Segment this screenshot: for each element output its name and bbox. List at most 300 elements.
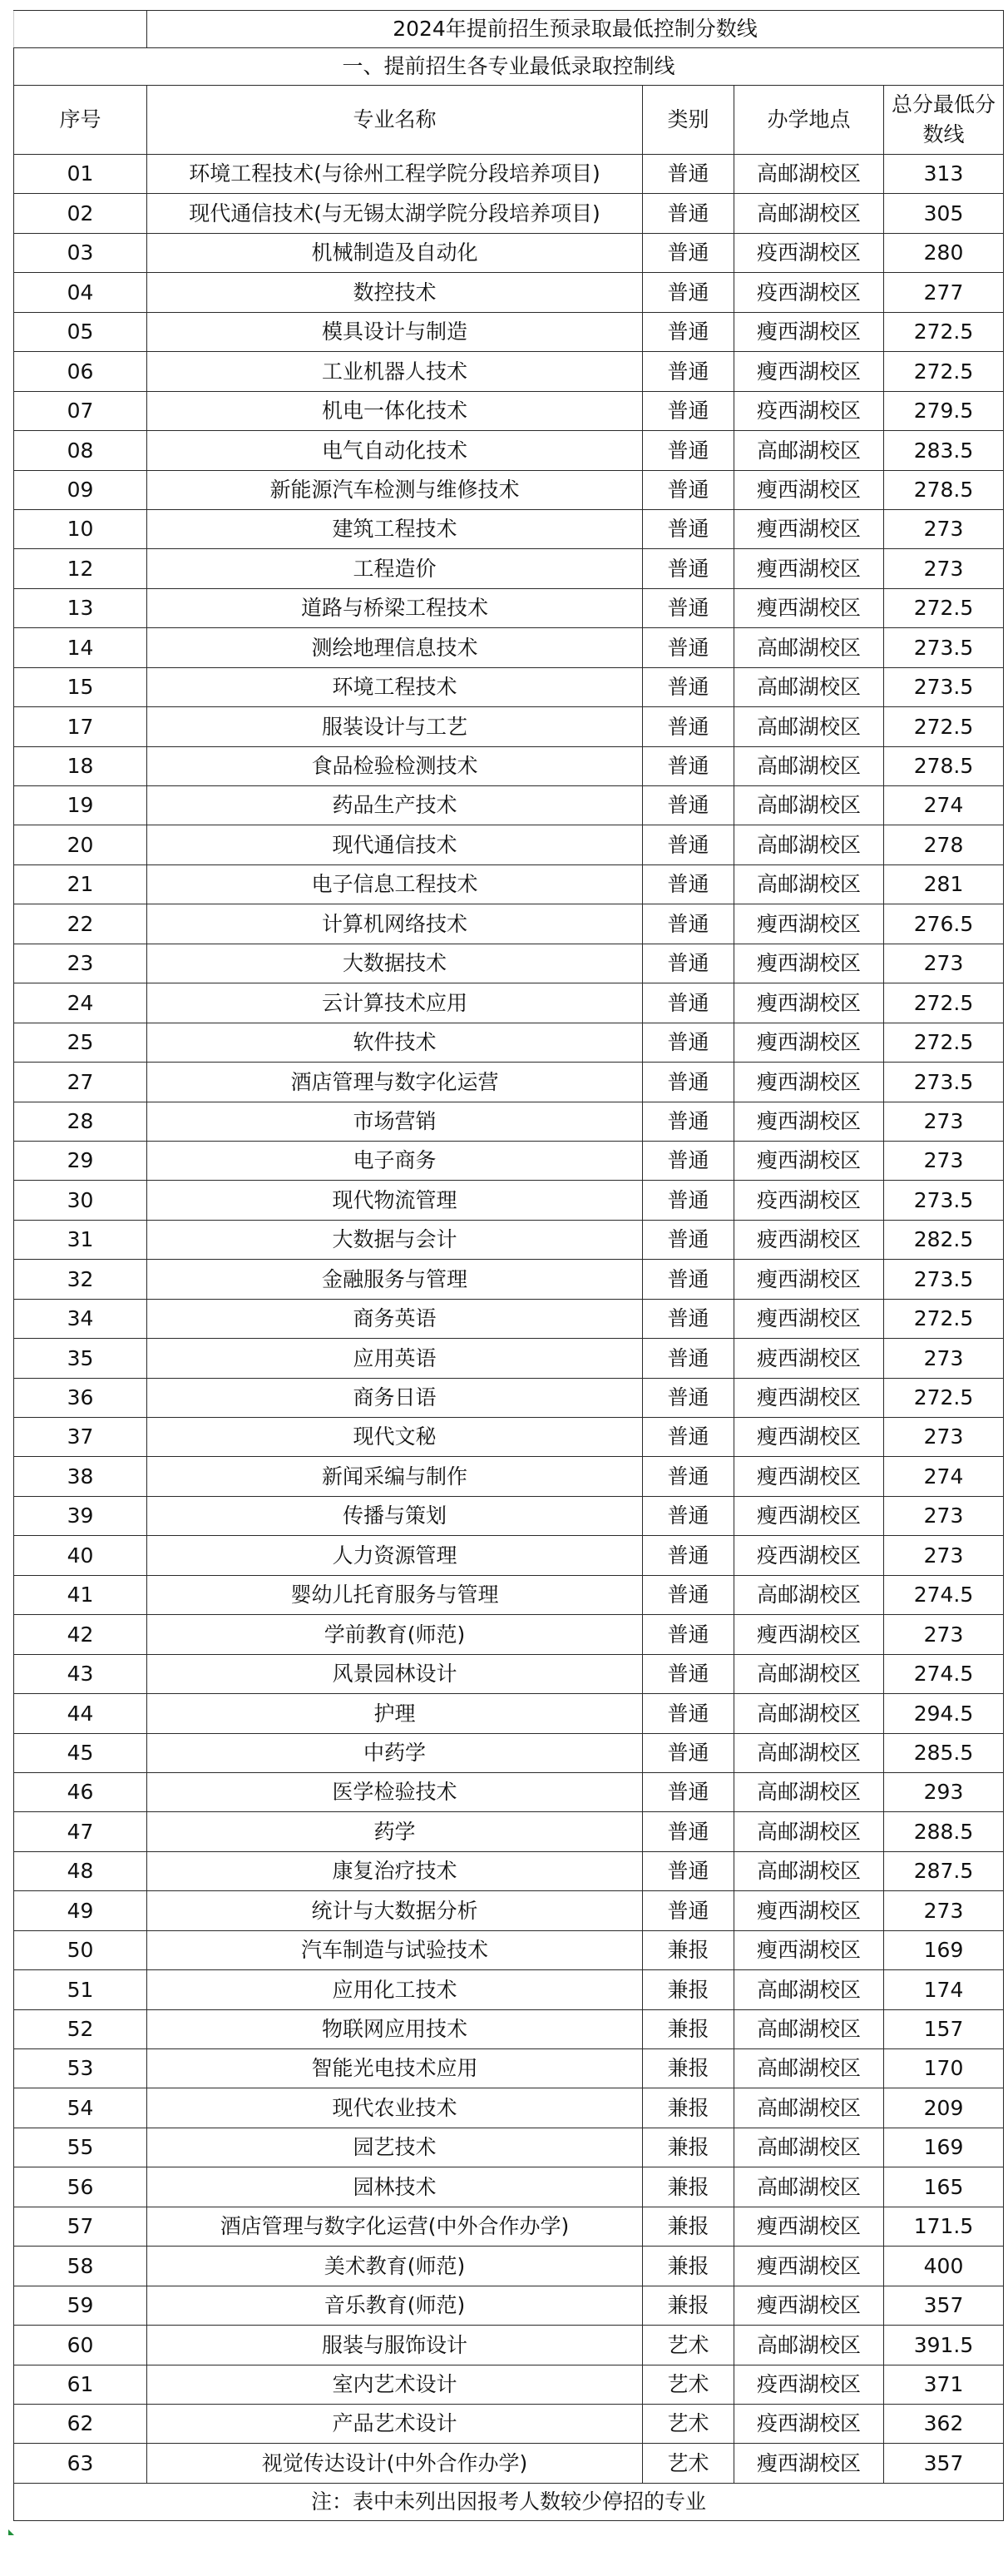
cell-score: 272.5 <box>884 588 1004 627</box>
cell-campus: 瘦西湖校区 <box>734 1378 884 1417</box>
table-row <box>14 786 1004 825</box>
table-row <box>14 628 1004 667</box>
cell-index: 41 <box>14 1575 147 1614</box>
cell-category: 普通 <box>643 1694 734 1733</box>
cell-major: 测绘地理信息技术 <box>147 628 643 667</box>
cell-category: 普通 <box>643 1891 734 1930</box>
cell-major: 数控技术 <box>147 273 643 312</box>
cell-major: 电子信息工程技术 <box>147 864 643 904</box>
cell-campus: 高邮湖校区 <box>734 707 884 746</box>
page-title: 2024年提前招生预录取最低控制分数线 <box>147 11 1004 48</box>
cell-major: 环境工程技术(与徐州工程学院分段培养项目) <box>147 155 643 194</box>
cell-index: 29 <box>14 1141 147 1180</box>
table-row <box>14 2326 1004 2365</box>
cell-index: 35 <box>14 1339 147 1378</box>
score-sheet <box>13 10 1003 2521</box>
table-row <box>14 983 1004 1023</box>
table-row <box>14 1772 1004 1811</box>
cell-category: 普通 <box>643 233 734 272</box>
cell-category: 普通 <box>643 1654 734 1693</box>
cell-major: 应用英语 <box>147 1339 643 1378</box>
table-row <box>14 1930 1004 1969</box>
cell-category: 普通 <box>643 1536 734 1575</box>
cell-major: 金融服务与管理 <box>147 1260 643 1299</box>
cell-campus: 瘦西湖校区 <box>734 312 884 351</box>
cell-major: 机械制造及自动化 <box>147 233 643 272</box>
cell-category: 兼报 <box>643 2049 734 2088</box>
header-row <box>14 86 1004 155</box>
cell-major: 护理 <box>147 1694 643 1733</box>
cell-campus: 瘦西湖校区 <box>734 1418 884 1457</box>
cell-score: 282.5 <box>884 1220 1004 1259</box>
cell-score: 400 <box>884 2247 1004 2286</box>
cell-campus: 瘦西湖校区 <box>734 2207 884 2246</box>
cell-score: 391.5 <box>884 2326 1004 2365</box>
table-row <box>14 2049 1004 2088</box>
cell-category: 艺术 <box>643 2326 734 2365</box>
cell-category: 普通 <box>643 1181 734 1220</box>
cell-major: 新能源汽车检测与维修技术 <box>147 470 643 509</box>
cell-score: 273 <box>884 1536 1004 1575</box>
cell-score: 283.5 <box>884 431 1004 470</box>
cell-score: 274 <box>884 786 1004 825</box>
cell-index: 13 <box>14 588 147 627</box>
table-row <box>14 1575 1004 1614</box>
cell-score: 171.5 <box>884 2207 1004 2246</box>
cell-score: 273 <box>884 1102 1004 1141</box>
cell-category: 普通 <box>643 825 734 864</box>
cell-campus: 瘦西湖校区 <box>734 904 884 944</box>
cell-category: 普通 <box>643 944 734 983</box>
cell-score: 272.5 <box>884 352 1004 391</box>
cell-campus: 瘦西湖校区 <box>734 509 884 548</box>
table-row <box>14 1851 1004 1890</box>
cell-category: 普通 <box>643 312 734 351</box>
cell-campus: 高邮湖校区 <box>734 1851 884 1890</box>
cell-index: 22 <box>14 904 147 944</box>
cell-category: 普通 <box>643 707 734 746</box>
cell-major: 现代文秘 <box>147 1418 643 1457</box>
table-row <box>14 2167 1004 2207</box>
cell-category: 兼报 <box>643 2286 734 2325</box>
cell-score: 273.5 <box>884 667 1004 706</box>
cell-major: 医学检验技术 <box>147 1772 643 1811</box>
cell-index: 27 <box>14 1063 147 1102</box>
cell-score: 273.5 <box>884 1181 1004 1220</box>
cell-campus: 瘦西湖校区 <box>734 1260 884 1299</box>
table-row <box>14 1063 1004 1102</box>
cell-campus: 高邮湖校区 <box>734 2128 884 2167</box>
cell-score: 272.5 <box>884 1023 1004 1062</box>
cell-campus: 高邮湖校区 <box>734 1694 884 1733</box>
cell-score: 274.5 <box>884 1654 1004 1693</box>
cell-major: 现代通信技术 <box>147 825 643 864</box>
cell-score: 280 <box>884 233 1004 272</box>
cell-category: 兼报 <box>643 2167 734 2207</box>
cell-campus: 瘦西湖校区 <box>734 944 884 983</box>
cell-category: 普通 <box>643 1063 734 1102</box>
cell-campus: 瘦西湖校区 <box>734 983 884 1023</box>
table-row <box>14 825 1004 864</box>
cell-score: 277 <box>884 273 1004 312</box>
cell-category: 普通 <box>643 983 734 1023</box>
cell-score: 273.5 <box>884 628 1004 667</box>
cell-major: 传播与策划 <box>147 1496 643 1535</box>
cell-category: 艺术 <box>643 2444 734 2483</box>
table-row <box>14 746 1004 785</box>
cell-campus: 疫西湖校区 <box>734 233 884 272</box>
cell-score: 170 <box>884 2049 1004 2088</box>
cell-score: 281 <box>884 864 1004 904</box>
cell-category: 普通 <box>643 864 734 904</box>
cell-score: 273 <box>884 549 1004 588</box>
table-row <box>14 707 1004 746</box>
cell-index: 01 <box>14 155 147 194</box>
table-row <box>14 233 1004 272</box>
cell-score: 272.5 <box>884 1299 1004 1338</box>
cell-major: 学前教育(师范) <box>147 1615 643 1654</box>
cell-score: 294.5 <box>884 1694 1004 1733</box>
cell-campus: 瘦西湖校区 <box>734 1615 884 1654</box>
cell-campus: 瘦西湖校区 <box>734 1457 884 1496</box>
cell-campus: 高邮湖校区 <box>734 825 884 864</box>
cell-major: 云计算技术应用 <box>147 983 643 1023</box>
cell-major: 大数据与会计 <box>147 1220 643 1259</box>
cell-score: 174 <box>884 1970 1004 2009</box>
cell-major: 环境工程技术 <box>147 667 643 706</box>
cell-campus: 高邮湖校区 <box>734 1812 884 1851</box>
cell-category: 普通 <box>643 746 734 785</box>
cell-score: 278.5 <box>884 470 1004 509</box>
subtitle-row <box>14 48 1004 86</box>
cell-campus: 高邮湖校区 <box>734 431 884 470</box>
cell-category: 普通 <box>643 1378 734 1417</box>
cell-category: 普通 <box>643 1220 734 1259</box>
cell-index: 18 <box>14 746 147 785</box>
cell-index: 03 <box>14 233 147 272</box>
table-row <box>14 1733 1004 1772</box>
cell-index: 02 <box>14 194 147 233</box>
table-row <box>14 2088 1004 2128</box>
cell-major: 风景园林设计 <box>147 1654 643 1693</box>
cell-major: 园艺技术 <box>147 2128 643 2167</box>
cell-category: 普通 <box>643 1733 734 1772</box>
cell-major: 食品检验检测技术 <box>147 746 643 785</box>
cell-category: 普通 <box>643 1023 734 1062</box>
cell-index: 06 <box>14 352 147 391</box>
table-row <box>14 864 1004 904</box>
cell-category: 兼报 <box>643 2009 734 2048</box>
cell-major: 软件技术 <box>147 1023 643 1062</box>
cell-index: 57 <box>14 2207 147 2246</box>
header-index: 序号 <box>14 86 147 155</box>
cell-campus: 高邮湖校区 <box>734 628 884 667</box>
cell-index: 51 <box>14 1970 147 2009</box>
cell-major: 应用化工技术 <box>147 1970 643 2009</box>
cell-index: 34 <box>14 1299 147 1338</box>
section-title: 一、提前招生各专业最低录取控制线 <box>14 48 1004 86</box>
cell-category: 普通 <box>643 391 734 430</box>
cell-category: 普通 <box>643 1615 734 1654</box>
cell-major: 中药学 <box>147 1733 643 1772</box>
cell-campus: 高邮湖校区 <box>734 1654 884 1693</box>
cell-index: 15 <box>14 667 147 706</box>
cell-score: 357 <box>884 2286 1004 2325</box>
cell-campus: 高邮湖校区 <box>734 194 884 233</box>
table-row <box>14 1615 1004 1654</box>
cell-index: 38 <box>14 1457 147 1496</box>
table-row <box>14 1220 1004 1259</box>
cell-score: 272.5 <box>884 983 1004 1023</box>
cell-category: 普通 <box>643 1575 734 1614</box>
table-row <box>14 1181 1004 1220</box>
cell-major: 商务英语 <box>147 1299 643 1338</box>
cell-category: 普通 <box>643 1496 734 1535</box>
cell-campus: 疲西湖校区 <box>734 1220 884 1259</box>
cell-campus: 瘦西湖校区 <box>734 352 884 391</box>
cell-major: 室内艺术设计 <box>147 2365 643 2404</box>
cell-category: 兼报 <box>643 1930 734 1969</box>
cell-index: 58 <box>14 2247 147 2286</box>
cell-campus: 瘦西湖校区 <box>734 588 884 627</box>
table-row <box>14 667 1004 706</box>
cell-index: 04 <box>14 273 147 312</box>
cell-category: 普通 <box>643 1812 734 1851</box>
cell-index: 61 <box>14 2365 147 2404</box>
cell-campus: 高邮湖校区 <box>734 2088 884 2128</box>
cell-index: 45 <box>14 1733 147 1772</box>
cell-campus: 高邮湖校区 <box>734 2167 884 2207</box>
cell-major: 物联网应用技术 <box>147 2009 643 2048</box>
cell-campus: 瘦西湖校区 <box>734 1102 884 1141</box>
cell-index: 14 <box>14 628 147 667</box>
cell-index: 63 <box>14 2444 147 2483</box>
cell-campus: 疫西湖校区 <box>734 391 884 430</box>
cell-score: 293 <box>884 1772 1004 1811</box>
cell-major: 汽车制造与试验技术 <box>147 1930 643 1969</box>
cell-campus: 疫西湖校区 <box>734 1536 884 1575</box>
table-row <box>14 312 1004 351</box>
cell-category: 普通 <box>643 667 734 706</box>
table-row <box>14 1418 1004 1457</box>
cell-major: 现代物流管理 <box>147 1181 643 1220</box>
table-row <box>14 1694 1004 1733</box>
table-row <box>14 352 1004 391</box>
table-row <box>14 2365 1004 2404</box>
cell-campus: 瘦西湖校区 <box>734 470 884 509</box>
cell-category: 普通 <box>643 1260 734 1299</box>
cell-score: 273.5 <box>884 1260 1004 1299</box>
table-row <box>14 2404 1004 2443</box>
cell-major: 道路与桥梁工程技术 <box>147 588 643 627</box>
cell-index: 56 <box>14 2167 147 2207</box>
cell-index: 40 <box>14 1536 147 1575</box>
cell-campus: 高邮湖校区 <box>734 1772 884 1811</box>
cell-campus: 瘦西湖校区 <box>734 1891 884 1930</box>
cell-category: 普通 <box>643 273 734 312</box>
cell-category: 普通 <box>643 470 734 509</box>
corner-mark-icon <box>8 2529 14 2535</box>
cell-campus: 瘦西湖校区 <box>734 1023 884 1062</box>
table-row <box>14 509 1004 548</box>
cell-index: 12 <box>14 549 147 588</box>
cell-major: 康复治疗技术 <box>147 1851 643 1890</box>
header-score: 总分最低分数线 <box>884 86 1004 155</box>
table-row <box>14 2247 1004 2286</box>
cell-campus: 瘦西湖校区 <box>734 1299 884 1338</box>
cell-index: 36 <box>14 1378 147 1417</box>
cell-category: 普通 <box>643 904 734 944</box>
cell-category: 普通 <box>643 1851 734 1890</box>
cell-campus: 疲西湖校区 <box>734 1339 884 1378</box>
cell-index: 10 <box>14 509 147 548</box>
cell-campus: 瘦西湖校区 <box>734 1496 884 1535</box>
cell-major: 建筑工程技术 <box>147 509 643 548</box>
table-row <box>14 2444 1004 2483</box>
table-row <box>14 904 1004 944</box>
cell-campus: 瘦西湖校区 <box>734 2247 884 2286</box>
cell-index: 60 <box>14 2326 147 2365</box>
cell-score: 287.5 <box>884 1851 1004 1890</box>
cell-index: 54 <box>14 2088 147 2128</box>
cell-campus: 高邮湖校区 <box>734 1733 884 1772</box>
cell-index: 42 <box>14 1615 147 1654</box>
table-row <box>14 944 1004 983</box>
cell-campus: 瘦西湖校区 <box>734 2444 884 2483</box>
cell-score: 288.5 <box>884 1812 1004 1851</box>
table-body <box>14 11 1004 2521</box>
cell-major: 计算机网络技术 <box>147 904 643 944</box>
cell-major: 电子商务 <box>147 1141 643 1180</box>
cell-category: 普通 <box>643 1418 734 1457</box>
cell-score: 357 <box>884 2444 1004 2483</box>
cell-campus: 高邮湖校区 <box>734 2009 884 2048</box>
cell-campus: 瘦西湖校区 <box>734 1930 884 1969</box>
cell-category: 普通 <box>643 352 734 391</box>
table-row <box>14 2009 1004 2048</box>
cell-index: 30 <box>14 1181 147 1220</box>
cell-index: 53 <box>14 2049 147 2088</box>
cell-score: 274 <box>884 1457 1004 1496</box>
cell-category: 普通 <box>643 1102 734 1141</box>
cell-major: 商务日语 <box>147 1378 643 1417</box>
cell-category: 兼报 <box>643 2128 734 2167</box>
cell-score: 273 <box>884 1339 1004 1378</box>
cell-major: 美术教育(师范) <box>147 2247 643 2286</box>
cell-category: 普通 <box>643 1141 734 1180</box>
table-row <box>14 1536 1004 1575</box>
score-table <box>13 10 1004 2521</box>
table-row <box>14 549 1004 588</box>
table-row <box>14 1141 1004 1180</box>
cell-score: 305 <box>884 194 1004 233</box>
cell-major: 婴幼儿托育服务与管理 <box>147 1575 643 1614</box>
cell-score: 209 <box>884 2088 1004 2128</box>
cell-category: 艺术 <box>643 2404 734 2443</box>
table-row <box>14 1970 1004 2009</box>
cell-campus: 高邮湖校区 <box>734 1575 884 1614</box>
cell-score: 169 <box>884 1930 1004 1969</box>
cell-score: 273 <box>884 1615 1004 1654</box>
cell-index: 44 <box>14 1694 147 1733</box>
cell-score: 273 <box>884 944 1004 983</box>
header-major: 专业名称 <box>147 86 643 155</box>
cell-index: 39 <box>14 1496 147 1535</box>
cell-index: 46 <box>14 1772 147 1811</box>
cell-index: 31 <box>14 1220 147 1259</box>
cell-major: 模具设计与制造 <box>147 312 643 351</box>
cell-score: 165 <box>884 2167 1004 2207</box>
table-row <box>14 1260 1004 1299</box>
cell-score: 285.5 <box>884 1733 1004 1772</box>
cell-index: 50 <box>14 1930 147 1969</box>
cell-category: 艺术 <box>643 2365 734 2404</box>
cell-major: 产品艺术设计 <box>147 2404 643 2443</box>
cell-index: 55 <box>14 2128 147 2167</box>
cell-major: 市场营销 <box>147 1102 643 1141</box>
table-row <box>14 588 1004 627</box>
table-row <box>14 1378 1004 1417</box>
cell-category: 普通 <box>643 155 734 194</box>
cell-index: 32 <box>14 1260 147 1299</box>
table-row <box>14 391 1004 430</box>
cell-score: 273 <box>884 1891 1004 1930</box>
cell-major: 人力资源管理 <box>147 1536 643 1575</box>
cell-category: 普通 <box>643 549 734 588</box>
cell-score: 276.5 <box>884 904 1004 944</box>
table-row <box>14 431 1004 470</box>
cell-major: 工业机器人技术 <box>147 352 643 391</box>
cell-campus: 高邮湖校区 <box>734 1970 884 2009</box>
cell-category: 普通 <box>643 194 734 233</box>
cell-index: 09 <box>14 470 147 509</box>
cell-index: 17 <box>14 707 147 746</box>
table-row <box>14 155 1004 194</box>
cell-campus: 高邮湖校区 <box>734 155 884 194</box>
cell-category: 普通 <box>643 786 734 825</box>
cell-major: 药学 <box>147 1812 643 1851</box>
cell-index: 19 <box>14 786 147 825</box>
note-row <box>14 2483 1004 2520</box>
cell-index: 59 <box>14 2286 147 2325</box>
cell-major: 园林技术 <box>147 2167 643 2207</box>
cell-category: 普通 <box>643 509 734 548</box>
cell-index: 47 <box>14 1812 147 1851</box>
cell-index: 62 <box>14 2404 147 2443</box>
cell-campus: 高邮湖校区 <box>734 864 884 904</box>
cell-index: 28 <box>14 1102 147 1141</box>
cell-campus: 高邮湖校区 <box>734 746 884 785</box>
cell-major: 酒店管理与数字化运营(中外合作办学) <box>147 2207 643 2246</box>
cell-campus: 高邮湖校区 <box>734 786 884 825</box>
cell-major: 音乐教育(师范) <box>147 2286 643 2325</box>
cell-major: 电气自动化技术 <box>147 431 643 470</box>
cell-score: 273 <box>884 1141 1004 1180</box>
cell-campus: 高邮湖校区 <box>734 2326 884 2365</box>
table-row <box>14 1654 1004 1693</box>
title-row <box>14 11 1004 48</box>
cell-major: 酒店管理与数字化运营 <box>147 1063 643 1102</box>
cell-score: 273.5 <box>884 1063 1004 1102</box>
title-left-blank <box>14 11 147 48</box>
cell-major: 工程造价 <box>147 549 643 588</box>
cell-major: 药品生产技术 <box>147 786 643 825</box>
cell-major: 统计与大数据分析 <box>147 1891 643 1930</box>
table-row <box>14 1891 1004 1930</box>
cell-score: 274.5 <box>884 1575 1004 1614</box>
cell-score: 272.5 <box>884 1378 1004 1417</box>
cell-index: 20 <box>14 825 147 864</box>
